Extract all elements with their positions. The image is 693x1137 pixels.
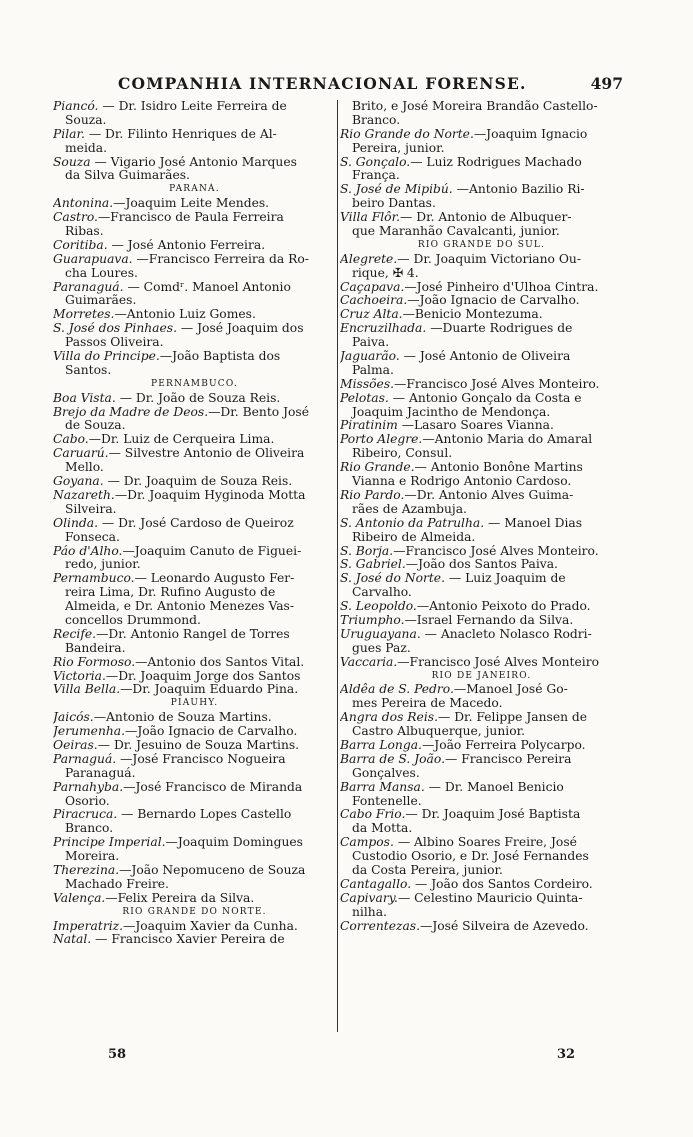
agent-name: — Dr. Antonio de Albuquer- <box>400 211 572 225</box>
place-name: Encruzilhada. <box>340 322 427 336</box>
place-name: Rio Grande do Norte. <box>340 127 474 141</box>
entry-line <box>340 572 623 586</box>
entry-line <box>340 878 623 892</box>
place-name: S. Borja. <box>340 544 394 558</box>
place-name: Principe Imperial. <box>53 836 166 850</box>
entry-continuation: da Costa Pereira, junior. <box>352 863 503 877</box>
agent-name: —Francisco José Alves Monteiro. <box>394 377 600 391</box>
entry-line <box>340 683 623 697</box>
entry-continuation: rique, ✠ 4. <box>352 266 419 280</box>
agent-name: — Luiz Joaquim de <box>445 572 566 586</box>
entry-line <box>53 892 336 906</box>
place-name: Parnaguá. <box>53 752 117 766</box>
agent-name: — José Antonio Ferreira. <box>107 238 266 252</box>
place-name: Barra Mansa. <box>340 780 425 794</box>
column-divider <box>337 100 338 1032</box>
agent-name: — Silvestre Antonio de Oliveira <box>108 447 305 461</box>
agent-name: —Joaquim Xavier da Cunha. <box>123 919 298 933</box>
entry-continuation: beiro Dantas. <box>352 197 436 211</box>
agent-name: — Dr. Filinto Henriques de Al- <box>84 127 277 141</box>
place-name: Villa Bella. <box>53 683 121 697</box>
agent-name: — Dr. Isidro Leite Ferreira de <box>98 100 287 113</box>
agent-name: —Antonio dos Santos Vital. <box>135 655 305 669</box>
place-name: Pilar. <box>53 127 85 141</box>
place-name: Victoria. <box>53 669 106 683</box>
entry-line <box>53 447 336 461</box>
entry-line <box>53 628 336 642</box>
entry-continuation: Ribas. <box>65 225 104 239</box>
entry-line <box>340 461 623 475</box>
place-name: Castro. <box>53 211 98 225</box>
entry-line <box>53 489 336 503</box>
agent-name: —Antonio Peixoto do Prado. <box>416 600 591 614</box>
signature-mark-left: 58 <box>108 1047 127 1062</box>
entry-continuation: Gonçalves. <box>352 766 420 780</box>
place-name: Rio Formoso. <box>53 655 136 669</box>
place-name: S. José dos Pinhaes. <box>53 322 178 336</box>
agent-name: —João Nepomuceno de Souza <box>119 863 306 877</box>
agent-name: — Albino Soares Freire, José <box>393 836 577 850</box>
agent-name: —José Francisco de Miranda <box>123 780 303 794</box>
entry-continuation: Silveira. <box>65 502 117 516</box>
place-name: Nazareth. <box>53 488 115 502</box>
entry-continuation: meida. <box>65 141 107 155</box>
agent-name: —Duarte Rodrigues de <box>426 322 573 336</box>
place-name: S. Antonio da Patrulha. <box>340 516 485 530</box>
entry-line <box>53 711 336 725</box>
agent-name: —Dr. Joaquim Eduardo Pina. <box>120 683 299 697</box>
agent-name: —Benicio Montezuma. <box>402 308 543 322</box>
entry-line <box>53 433 336 447</box>
entry-continuation: Brito, e José Moreira Brandão Castello- <box>352 100 598 113</box>
entry-line <box>53 920 336 934</box>
entry-line <box>53 197 336 211</box>
place-name: Paranaguá. <box>53 280 124 294</box>
agent-name: —João Ferreira Polycarpo. <box>421 738 586 752</box>
entry-line <box>340 711 623 725</box>
place-name: Coritiba. <box>53 238 108 252</box>
entry-line <box>340 322 623 336</box>
agent-name: —João Baptista dos <box>159 350 281 364</box>
entry-continuation: Palma. <box>352 363 394 377</box>
entry-line <box>340 628 623 642</box>
place-name: Imperatriz. <box>53 919 124 933</box>
entry-line <box>340 836 623 850</box>
entry-continuation: nilha. <box>352 905 387 919</box>
entry-line <box>53 725 336 739</box>
agent-name: — José Antonio de Oliveira <box>399 350 571 364</box>
agent-name: — Celestino Mauricio Quinta- <box>397 891 583 905</box>
agent-name: — Vigario José Antonio Marques <box>90 155 297 169</box>
entry-line <box>340 600 623 614</box>
entry-continuation: Paranaguá. <box>65 766 136 780</box>
agent-name: —Francisco Ferreira da Ro- <box>132 252 309 266</box>
entry-line <box>340 545 623 559</box>
agent-name: —José Silveira de Azevedo. <box>420 919 589 933</box>
entry-continuation: Branco. <box>352 113 401 127</box>
entry-line <box>340 433 623 447</box>
province-heading: PERNAMBUCO. <box>151 378 238 389</box>
agent-name: —Francisco José Alves Monteiro <box>397 655 599 669</box>
entry-line <box>53 753 336 767</box>
agent-name: — Antonio Gonçalo da Costa e <box>388 391 582 405</box>
entry-continuation: Carvalho. <box>352 586 412 600</box>
entry-line <box>53 656 336 670</box>
page-header <box>118 74 623 98</box>
agent-name: —João dos Santos Paiva. <box>405 558 558 572</box>
entry-line <box>53 864 336 878</box>
agent-name: — Leonardo Augusto Fer- <box>134 572 295 586</box>
agent-name: —Joaquim Domingues <box>165 836 303 850</box>
agent-name: —Joaquim Leite Mendes. <box>113 197 270 211</box>
entry-continuation: França. <box>352 169 400 183</box>
place-name: Jaicós. <box>53 711 94 725</box>
entry-line <box>53 308 336 322</box>
place-name: Alegrete. <box>340 252 398 266</box>
place-name: Jerumenha. <box>53 725 126 739</box>
place-name: Pelotas. <box>340 391 389 405</box>
entry-continuation: Ribeiro de Almeida. <box>352 530 476 544</box>
agent-name: —Felix Pereira da Silva. <box>105 891 255 905</box>
entry-line <box>53 517 336 531</box>
running-title: COMPANHIA INTERNACIONAL FORENSE. <box>118 74 527 93</box>
entry-continuation: Souza. <box>65 113 107 127</box>
entry-continuation: Ribeiro, Consul. <box>352 447 453 461</box>
place-name: Boa Vista. <box>53 391 116 405</box>
agent-name: — Comdʳ. Manoel Antonio <box>123 280 291 294</box>
entry-line <box>340 781 623 795</box>
entry-line <box>340 253 623 267</box>
entry-line <box>340 489 623 503</box>
agent-name: — Dr. Manoel Benicio <box>424 780 564 794</box>
entry-line <box>53 836 336 850</box>
place-name: Cabo. <box>53 433 89 447</box>
entry-line <box>340 517 623 531</box>
entry-continuation: Pereira, junior. <box>352 141 445 155</box>
place-name: Cantagallo. <box>340 877 412 891</box>
entry-line <box>53 781 336 795</box>
place-name: Oeiras. <box>53 738 98 752</box>
place-name: Rio Grande. <box>340 461 415 475</box>
province-heading: RIO GRANDE DO SUL. <box>417 239 546 250</box>
entry-continuation: Passos Oliveira. <box>65 336 164 350</box>
agent-name: —João Ignacio de Carvalho. <box>407 294 580 308</box>
entry-continuation: Fonseca. <box>65 530 120 544</box>
agent-name: — Francisco Pereira <box>445 752 572 766</box>
agent-name: —Antonio Bazilio Ri- <box>452 183 585 197</box>
entry-line <box>53 739 336 753</box>
agent-name: —José Francisco Nogueira <box>116 752 286 766</box>
place-name: Antonina. <box>53 197 114 211</box>
agent-name: — Dr. José Cardoso de Queiroz <box>97 516 294 530</box>
agent-name: — Dr. Joaquim de Souza Reis. <box>103 475 293 489</box>
agent-name: —João Ignacio de Carvalho. <box>125 725 298 739</box>
agent-name: —Francisco José Alves Monteiro. <box>393 544 599 558</box>
place-name: Rio Pardo. <box>340 488 405 502</box>
agent-name: —Manoel José Go- <box>453 683 568 697</box>
entry-continuation: reira Lima, Dr. Rufino Augusto de <box>65 586 276 600</box>
place-name: S. Gonçalo. <box>340 155 411 169</box>
place-name: Morretes. <box>53 308 115 322</box>
entry-continuation: Mello. <box>65 461 104 475</box>
entry-line <box>340 392 623 406</box>
agent-name: —Antonio Maria do Amaral <box>422 433 593 447</box>
agent-name: — Dr. Felippe Jansen de <box>437 711 588 725</box>
left-column <box>53 100 336 947</box>
agent-name: — Francisco Xavier Pereira de <box>91 933 285 947</box>
entry-continuation: da Motta. <box>352 822 413 836</box>
agent-name: —Joaquim Canuto de Figuei- <box>122 544 302 558</box>
agent-name: —Antonio Luiz Gomes. <box>114 308 256 322</box>
place-name: Therezina. <box>53 863 120 877</box>
place-name: S. Gabriel. <box>340 558 406 572</box>
place-name: Barra de S. João. <box>340 752 445 766</box>
agent-name: — Dr. Jesuino de Souza Martins. <box>97 738 300 752</box>
place-name: Cachoeira. <box>340 294 408 308</box>
entry-line <box>340 211 623 225</box>
entry-line <box>340 308 623 322</box>
place-name: S. Leopoldo. <box>340 600 417 614</box>
agent-name: — Dr. Joaquim José Baptista <box>405 808 581 822</box>
entry-line <box>340 739 623 753</box>
place-name: Villa Flôr. <box>340 211 401 225</box>
place-name: Campos. <box>340 836 394 850</box>
entry-continuation: da Silva Guimarães. <box>65 169 190 183</box>
entry-continuation: Guimarães. <box>65 294 137 308</box>
entry-line <box>340 294 623 308</box>
agent-name: —Dr. Bento José <box>208 405 310 419</box>
entry-line <box>340 281 623 295</box>
entry-line <box>340 350 623 364</box>
agent-name: — Manoel Dias <box>484 516 583 530</box>
entry-continuation: gues Paz. <box>352 641 411 655</box>
entry-continuation: Castro Albuquerque, junior. <box>352 725 526 739</box>
agent-name: — Dr. João de Souza Reis. <box>115 391 281 405</box>
place-name: Guarapuava. <box>53 252 133 266</box>
place-name: Vaccaria. <box>340 655 398 669</box>
entry-line <box>340 753 623 767</box>
place-name: S. José do Norte. <box>340 572 445 586</box>
place-name: Piratinim <box>340 419 398 433</box>
entry-continuation: redo, junior. <box>65 558 141 572</box>
entry-line <box>340 920 623 934</box>
entry-line <box>53 670 336 684</box>
entry-line <box>340 156 623 170</box>
entry-continuation: Osorio. <box>65 794 110 808</box>
place-name: Recife. <box>53 627 97 641</box>
place-name: Páo d'Alho. <box>53 544 123 558</box>
place-name: Souza <box>53 155 91 169</box>
agent-name: — Dr. Joaquim Victoriano Ou- <box>397 252 581 266</box>
place-name: Goyana. <box>53 475 104 489</box>
entry-line <box>53 239 336 253</box>
entry-line <box>53 572 336 586</box>
entry-line <box>53 808 336 822</box>
place-name: Barra Longa. <box>340 738 422 752</box>
place-name: Capivary. <box>340 891 398 905</box>
place-name: Cabo Frio. <box>340 808 406 822</box>
agent-name: —Dr. Antonio Alves Guima- <box>404 488 574 502</box>
place-name: Parnahyba. <box>53 780 124 794</box>
agent-name: —Dr. Joaquim Jorge dos Santos <box>105 669 301 683</box>
place-name: S. José de Mipibú. <box>340 183 453 197</box>
entry-continuation: rães de Azambuja. <box>352 502 467 516</box>
entry-line <box>53 211 336 225</box>
agent-name: —Joaquim Ignacio <box>473 127 588 141</box>
agent-name: —Israel Fernando da Silva. <box>404 613 574 627</box>
entry-continuation: Branco. <box>65 822 114 836</box>
entry-line <box>53 100 336 114</box>
place-name: Pernambuco. <box>53 572 135 586</box>
entry-line <box>53 392 336 406</box>
entry-line <box>53 156 336 170</box>
agent-name: —Antonio de Souza Martins. <box>93 711 272 725</box>
agent-name: —Francisco de Paula Ferreira <box>97 211 284 225</box>
entry-line <box>340 656 623 670</box>
entry-continuation: concellos Drummond. <box>65 613 201 627</box>
place-name: Caruarú. <box>53 447 109 461</box>
entry-line <box>340 128 623 142</box>
entry-continuation: que Maranhão Cavalcanti, junior. <box>352 225 560 239</box>
agent-name: — Anacleto Nolasco Rodri- <box>420 627 592 641</box>
entry-line <box>53 545 336 559</box>
entry-continuation: Fontenelle. <box>352 794 422 808</box>
place-name: Caçapava. <box>340 280 405 294</box>
entry-line <box>53 253 336 267</box>
agent-name: —Lasaro Soares Vianna. <box>397 419 554 433</box>
agent-name: — Antonio Bonône Martins <box>414 461 583 475</box>
place-name: Jaguarão. <box>340 350 400 364</box>
place-name: Aldêa de S. Pedro. <box>340 683 454 697</box>
entry-continuation: Bandeira. <box>65 641 126 655</box>
place-name: Piancó. <box>53 100 99 113</box>
entry-continuation: mes Pereira de Macedo. <box>352 697 503 711</box>
place-name: Correntezas. <box>340 919 421 933</box>
place-name: Cruz Alta. <box>340 308 403 322</box>
entry-line <box>340 808 623 822</box>
agent-name: — João dos Santos Cordeiro. <box>411 877 593 891</box>
entry-line <box>340 183 623 197</box>
place-name: Missões. <box>340 377 395 391</box>
entry-line <box>53 128 336 142</box>
right-column <box>340 100 623 933</box>
entry-continuation: Moreira. <box>65 850 120 864</box>
agent-name: —José Pinheiro d'Ulhoa Cintra. <box>404 280 599 294</box>
entry-continuation: Paiva. <box>352 336 390 350</box>
place-name: Angra dos Reis. <box>340 711 438 725</box>
place-name: Olinda. <box>53 516 98 530</box>
agent-name: — Bernardo Lopes Castello <box>117 808 292 822</box>
entry-line <box>340 558 623 572</box>
place-name: Brejo da Madre de Deos. <box>53 405 209 419</box>
place-name: Natal. <box>53 933 92 947</box>
entry-continuation: Machado Freire. <box>65 877 169 891</box>
province-heading: RIO GRANDE DO NORTE. <box>122 906 267 917</box>
entry-continuation: Custodio Osorio, e Dr. José Fernandes <box>352 850 589 864</box>
place-name: Valença. <box>53 891 106 905</box>
entry-line <box>53 281 336 295</box>
place-name: Villa do Principe. <box>53 350 160 364</box>
entry-line <box>340 378 623 392</box>
entry-line <box>53 322 336 336</box>
entry-continuation: Santos. <box>65 363 112 377</box>
agent-name: —Dr. Joaquim Hyginoda Motta <box>114 488 306 502</box>
signature-mark-right: 32 <box>557 1047 576 1062</box>
entry-continuation: Almeida, e Dr. Antonio Menezes Vas- <box>65 600 294 614</box>
place-name: Uruguayana. <box>340 627 421 641</box>
entry-line <box>53 933 336 947</box>
entry-line <box>340 614 623 628</box>
entry-line <box>53 683 336 697</box>
entry-continuation: de Souza. <box>65 419 126 433</box>
entry-line <box>340 892 623 906</box>
place-name: Triumpho. <box>340 613 405 627</box>
entry-line <box>53 350 336 364</box>
agent-name: — José Joaquim dos <box>177 322 304 336</box>
entry-continuation: Vianna e Rodrigo Antonio Cardoso. <box>352 475 572 489</box>
province-heading: PIAUHY. <box>170 698 219 709</box>
entry-continuation: cha Loures. <box>65 266 138 280</box>
province-heading: PARANÁ. <box>169 184 220 195</box>
agent-name: —Dr. Luiz de Cerqueira Lima. <box>88 433 275 447</box>
province-heading: RIO DE JANEIRO. <box>431 670 532 681</box>
agent-name: —Dr. Antonio Rangel de Torres <box>96 627 290 641</box>
entry-line <box>53 406 336 420</box>
entry-line <box>340 419 623 433</box>
page-number: 497 <box>590 74 623 93</box>
agent-name: — Luiz Rodrigues Machado <box>410 155 582 169</box>
entry-line <box>53 475 336 489</box>
place-name: Piracruca. <box>53 808 118 822</box>
place-name: Porto Alegre. <box>340 433 423 447</box>
entry-continuation: Joaquim Jacintho de Mendonça. <box>352 405 551 419</box>
